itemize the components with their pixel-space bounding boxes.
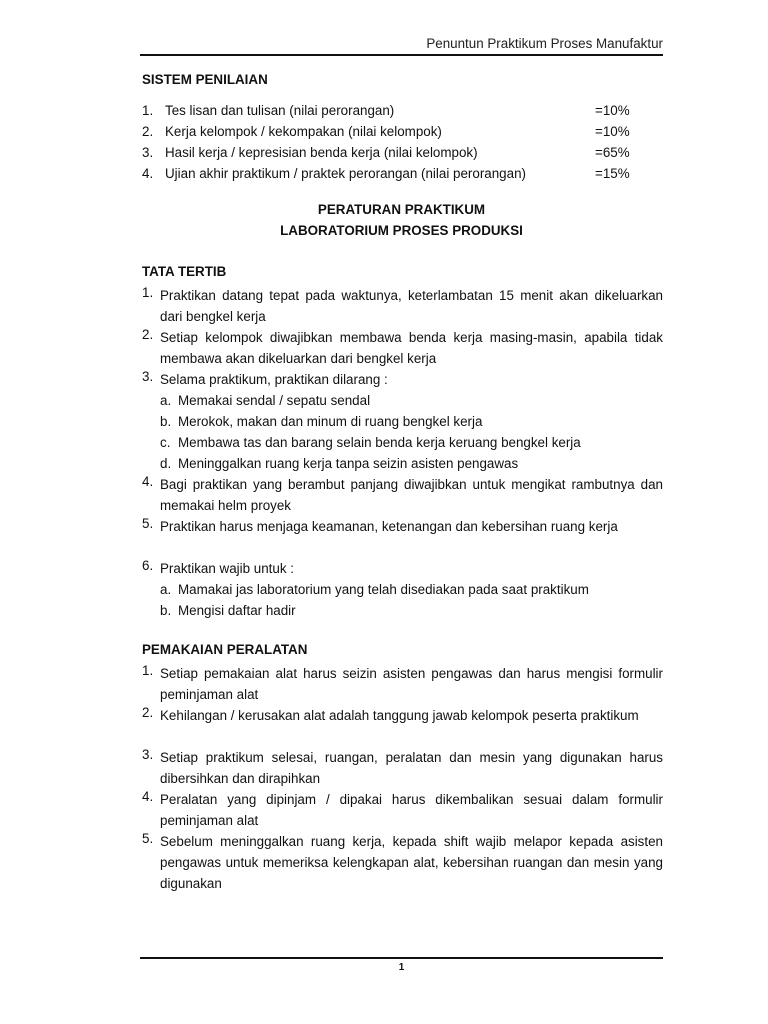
rule-item: [140, 516, 663, 537]
equipment-rule-item: [140, 789, 663, 831]
prohibition-item: [160, 411, 663, 432]
rule-item: [140, 474, 663, 516]
score-item: [140, 145, 663, 166]
score-item: [140, 103, 663, 124]
equipment-rule-text: Setiap pemakaian alat harus seizin asisten pengawas dan harus mengisi formulir peminjaman alat: [160, 666, 663, 702]
rule-item: [140, 327, 663, 369]
rule-item-text: Setiap kelompok diwajibkan membawa benda kerja masing-masin, apabila tidak membawa akan dikeluarkan dari bengkel kerja: [160, 330, 663, 366]
obligation-item-letter: b.: [160, 603, 172, 618]
equipment-rule-text: Kehilangan / kerusakan alat adalah tanggung jawab kelompok peserta praktikum: [160, 708, 639, 723]
rule-item-number: 3.: [142, 369, 154, 384]
rule-item-text: Praktikan harus menjaga keamanan, ketenangan dan kebersihan ruang kerja: [160, 519, 618, 534]
peraturan-subtitle: LABORATORIUM PROSES PRODUKSI: [280, 223, 523, 238]
rule-item-text: Bagi praktikan yang berambut panjang diwajibkan untuk mengikat rambutnya dan memakai helm proyek: [160, 477, 663, 513]
score-item-number: 4.: [142, 166, 154, 181]
rule-item: [140, 369, 663, 390]
rule-item: [140, 285, 663, 327]
equipment-rule-item: [140, 831, 663, 894]
prohibition-item: [160, 453, 663, 474]
rule-item-number: 5.: [142, 516, 154, 531]
score-item-number: 3.: [142, 145, 154, 160]
score-item-value: =10%: [595, 103, 630, 118]
obligation-item-text: Mamakai jas laboratorium yang telah disediakan pada saat praktikum: [178, 582, 589, 597]
rule-item-text: Praktikan datang tepat pada waktunya, keterlambatan 15 menit akan dikeluarkan dari bengkel kerja: [160, 288, 663, 324]
equipment-rule-number: 4.: [142, 789, 154, 804]
running-header: Penuntun Praktikum Proses Manufaktur: [426, 36, 663, 51]
prohibition-item-text: Memakai sendal / sepatu sendal: [178, 393, 371, 408]
equipment-rule-item: [140, 705, 663, 726]
rule-item-number: 4.: [142, 474, 154, 489]
rule-item-number: 6.: [142, 558, 154, 573]
rule-item-text: Selama praktikum, praktikan dilarang :: [160, 372, 388, 387]
obligation-item-letter: a.: [160, 582, 172, 597]
prohibition-item: [160, 432, 663, 453]
prohibition-item: [160, 390, 663, 411]
prohibition-item-text: Meninggalkan ruang kerja tanpa seizin asisten pengawas: [178, 456, 519, 471]
peraturan-title: PERATURAN PRAKTIKUM: [317, 202, 486, 217]
score-item-text: Kerja kelompok / kekompakan (nilai kelompok): [165, 124, 442, 139]
equipment-rule-item: [140, 747, 663, 789]
score-item-text: Ujian akhir praktikum / praktek perorangan (nilai perorangan): [165, 166, 526, 181]
score-item-value: =10%: [595, 124, 630, 139]
prohibition-item-letter: a.: [160, 393, 172, 408]
equipment-rule-text: Setiap praktikum selesai, ruangan, peralatan dan mesin yang digunakan harus dibersihkan dan dirapihkan: [160, 750, 663, 786]
score-item: [140, 166, 663, 187]
prohibition-item-letter: d.: [160, 456, 172, 471]
page-number: 1: [398, 962, 405, 973]
prohibition-item-text: Merokok, makan dan minum di ruang bengkel kerja: [178, 414, 483, 429]
footer-rule: [140, 957, 663, 959]
equipment-rule-number: 5.: [142, 831, 154, 846]
score-item-number: 1.: [142, 103, 154, 118]
rule-item: [140, 558, 663, 579]
score-item-value: =65%: [595, 145, 630, 160]
prohibition-item-text: Membawa tas dan barang selain benda kerja keruang bengkel kerja: [178, 435, 581, 450]
tata-tertib-heading: TATA TERTIB: [142, 264, 227, 279]
equipment-rule-number: 3.: [142, 747, 154, 762]
obligation-item: [160, 579, 663, 600]
equipment-rule-number: 2.: [142, 705, 154, 720]
header-rule: [140, 54, 663, 56]
equipment-rule-number: 1.: [142, 663, 154, 678]
score-item-text: Tes lisan dan tulisan (nilai perorangan): [165, 103, 395, 118]
score-item: [140, 124, 663, 145]
prohibition-item-letter: b.: [160, 414, 172, 429]
equipment-rule-text: Peralatan yang dipinjam / dipakai harus dikembalikan sesuai dalam formulir peminjaman alat: [160, 792, 663, 828]
obligation-item: [160, 600, 663, 621]
rule-item-text: Praktikan wajib untuk :: [160, 561, 294, 576]
equipment-rule-text: Sebelum meninggalkan ruang kerja, kepada shift wajib melapor kepada asisten pengawas untuk memeriksa kelengkapan alat, kebersihan ruangan dan mesin yang digunakan: [160, 834, 663, 891]
pemakaian-heading: PEMAKAIAN PERALATAN: [142, 642, 308, 657]
rule-item-number: 1.: [142, 285, 154, 300]
score-item-text: Hasil kerja / kepresisian benda kerja (nilai kelompok): [165, 145, 478, 160]
score-item-number: 2.: [142, 124, 154, 139]
sistem-penilaian-heading: SISTEM PENILAIAN: [142, 72, 268, 87]
prohibition-item-letter: c.: [160, 435, 171, 450]
obligation-item-text: Mengisi daftar hadir: [178, 603, 296, 618]
score-item-value: =15%: [595, 166, 630, 181]
equipment-rule-item: [140, 663, 663, 705]
rule-item-number: 2.: [142, 327, 154, 342]
